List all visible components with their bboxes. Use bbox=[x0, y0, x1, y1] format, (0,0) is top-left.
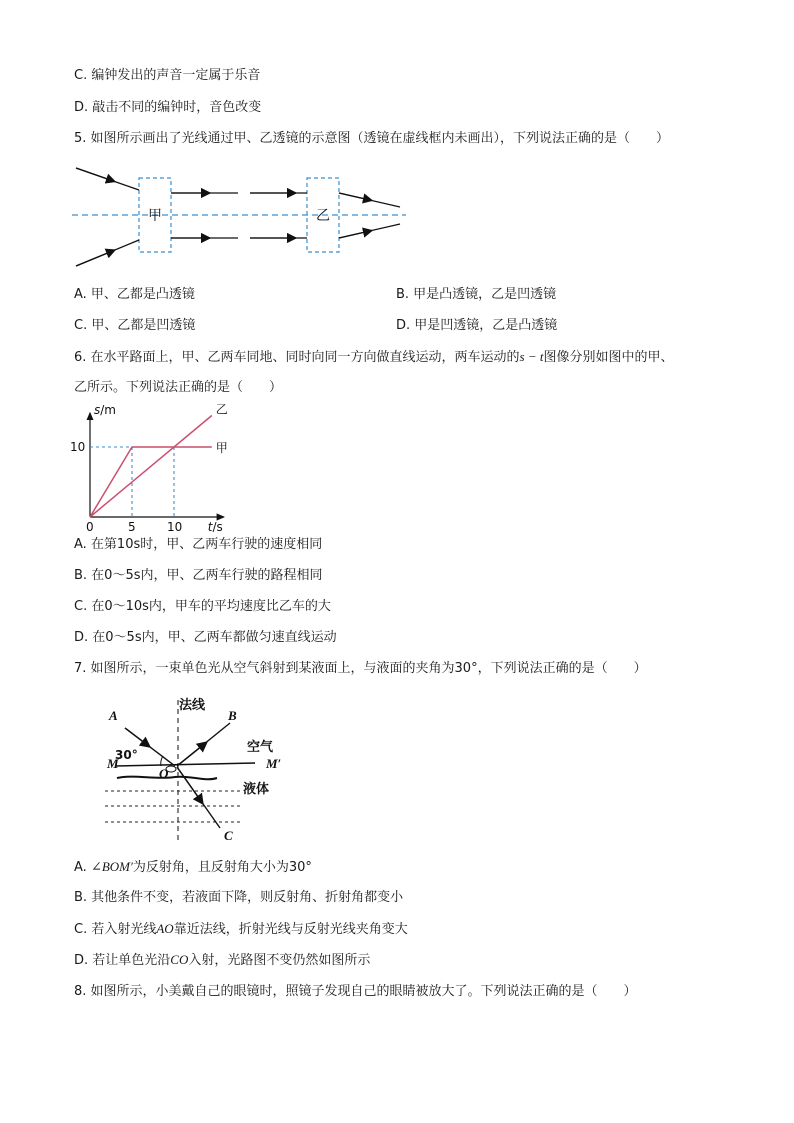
series-line-2 bbox=[90, 416, 212, 518]
origin-label: 0 bbox=[86, 520, 94, 532]
q7-option-c-prefix: C. 若入射光线 bbox=[74, 922, 157, 937]
x-tick-label-5: 5 bbox=[128, 520, 136, 532]
q7-option-d-text: 入射，光路图不变仍然如图所示 bbox=[188, 953, 371, 968]
q5-stem: 5. 如图所示画出了光线通过甲、乙透镜的示意图（透镜在虚线框内未画出），下列说法正确的是（ ） bbox=[74, 131, 670, 146]
q4-option-c: C. 编钟发出的声音一定属于乐音 bbox=[74, 68, 261, 83]
series-label-2: 乙 bbox=[215, 402, 228, 417]
x-axis-label: t/s bbox=[207, 520, 223, 532]
y-tick-label-10: 10 bbox=[70, 440, 86, 454]
q6-st-chart bbox=[68, 400, 238, 532]
q7-option-d-prefix: D. 若让单色光沿 bbox=[74, 953, 171, 968]
q7-label-normal: 法线 bbox=[179, 698, 206, 713]
q7-label-o: O bbox=[159, 766, 169, 781]
q6-option-b: B. 在0～5s内，甲、乙两车行驶的路程相同 bbox=[74, 568, 323, 583]
q6-option-d: D. 在0～5s内，甲、乙两车都做匀速直线运动 bbox=[74, 630, 337, 645]
q7-label-c: C bbox=[224, 828, 233, 843]
q7-label-a: A bbox=[109, 708, 118, 723]
x-tick-label-10: 10 bbox=[167, 520, 183, 532]
q6-stem-line1 bbox=[74, 348, 674, 367]
q5-option-c: C. 甲、乙都是凹透镜 bbox=[74, 318, 196, 333]
q6-stem-a: 6. 在水平路面上，甲、乙两车同地、同时向同一方向做直线运动，两车运动的 bbox=[74, 350, 520, 365]
q6-stem-b: 图像分别如图中的甲、 bbox=[543, 350, 674, 365]
q7-label-m-prime: M′ bbox=[266, 756, 282, 771]
y-axis-label: s/m bbox=[94, 403, 116, 417]
q5-lens-figure bbox=[70, 160, 410, 275]
q7-label-air: 空气 bbox=[247, 740, 274, 755]
q6-option-c: C. 在0～10s内，甲车的平均速度比乙车的大 bbox=[74, 599, 331, 614]
q6-option-a: A. 在第10s时，甲、乙两车行驶的速度相同 bbox=[74, 537, 323, 552]
q7-option-a bbox=[74, 858, 312, 877]
q7-option-a-text: 为反射角，且反射角大小为30° bbox=[132, 860, 312, 875]
q7-refraction-figure bbox=[95, 690, 295, 850]
q7-option-d-math: CO bbox=[170, 952, 189, 967]
q7-surface-line bbox=[115, 763, 255, 766]
q5-option-a: A. 甲、乙都是凸透镜 bbox=[74, 287, 195, 302]
q5-lens-b-label: 乙 bbox=[316, 208, 330, 224]
q6-stem-line2: 乙所示。下列说法正确的是（ ） bbox=[74, 380, 283, 395]
series-label-1: 甲 bbox=[215, 441, 228, 455]
q7-option-a-math: ∠BOM′ bbox=[90, 859, 133, 874]
q7-label-angle: 30° bbox=[115, 748, 138, 762]
q7-option-c-text: 靠近法线，折射光线与反射光线夹角变大 bbox=[173, 922, 408, 937]
q7-option-d bbox=[74, 951, 370, 970]
q7-stem: 7. 如图所示，一束单色光从空气斜射到某液面上，与液面的夹角为30°，下列说法正确的是（ ） bbox=[74, 661, 647, 676]
q7-label-b: B bbox=[228, 708, 237, 723]
q5-lens-a-label: 甲 bbox=[148, 208, 162, 224]
q7-label-liquid: 液体 bbox=[243, 782, 270, 797]
q6-stem-st: s − t bbox=[519, 349, 544, 364]
q5-option-d: D. 甲是凹透镜，乙是凸透镜 bbox=[396, 318, 558, 333]
q7-option-a-prefix: A. bbox=[74, 860, 91, 875]
q4-option-d: D. 敲击不同的编钟时，音色改变 bbox=[74, 100, 262, 115]
q7-option-c bbox=[74, 920, 408, 939]
series-line-1 bbox=[90, 447, 212, 517]
q7-option-c-math: AO bbox=[156, 921, 174, 936]
q5-option-b: B. 甲是凸透镜，乙是凹透镜 bbox=[396, 287, 557, 302]
q7-option-b: B. 其他条件不变，若液面下降，则反射角、折射角都变小 bbox=[74, 890, 404, 905]
q7-label-m: M bbox=[107, 756, 119, 771]
q8-stem: 8. 如图所示，小美戴自己的眼镜时，照镜子发现自己的眼睛被放大了。下列说法正确的是（ ） bbox=[74, 984, 637, 999]
